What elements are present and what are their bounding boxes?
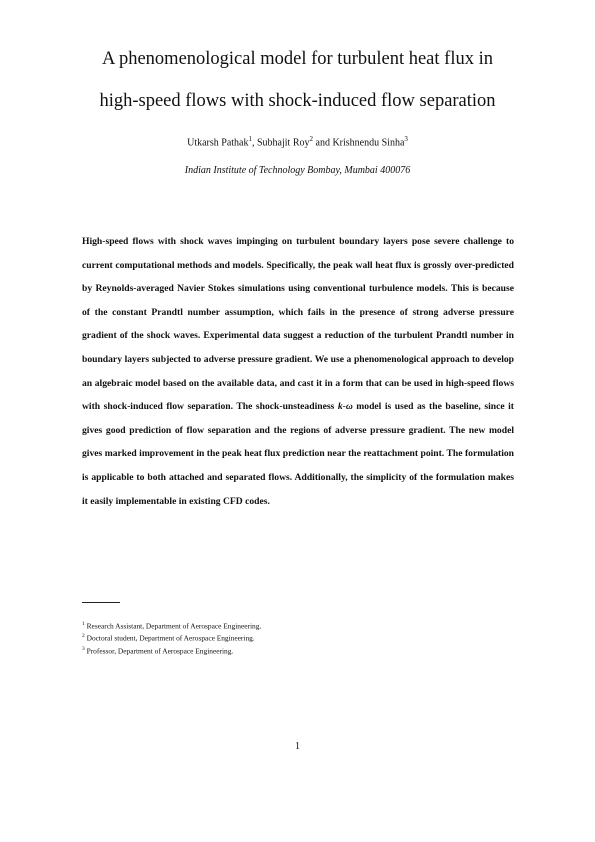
author-mark: 2	[309, 135, 313, 143]
author-mark: 3	[404, 135, 408, 143]
author-mark: 1	[248, 135, 252, 143]
footnote	[82, 644, 522, 656]
footnote-text: Research Assistant, Department of Aerospace Engineering.	[86, 621, 262, 631]
footnote-mark: 3	[82, 645, 85, 652]
author-separator: ,	[251, 137, 257, 149]
abstract-model-name: k-ω	[337, 401, 353, 413]
footnote-text: Professor, Department of Aerospace Engineering.	[86, 646, 234, 656]
footnote-mark: 1	[82, 621, 85, 627]
author-name: Utkarsh Pathak	[187, 137, 249, 149]
footnote	[82, 619, 522, 631]
abstract-text: High-speed flows with shock waves impinging on turbulent boundary layers pose severe challenge to current computational methods and models. Specifically, the peak wall heat flux is grossly over-predicted by Reynolds-averaged Navier Stokes simulations using conventional turbulence models. This is because of the constant Prandtl number assumption, which fails in the presence of strong adverse pressure gradient of the shock waves. Experimental data suggest a reduction of the turbulent Prandtl number in boundary layers subjected to adverse pressure gradient. We use a phenomenological approach to develop an algebraic model based on the available data, and cast it in a form that can be used in high-speed flows with shock-induced flow separation. The shock-unsteadiness	[82, 236, 514, 413]
author-name: Subhajit Roy	[256, 137, 310, 149]
title-line-1: A phenomenological model for turbulent heat flux in	[102, 49, 493, 69]
author-separator: and	[313, 137, 333, 149]
page-number: 1	[295, 741, 300, 752]
abstract	[82, 230, 514, 513]
footnote-mark: 2	[82, 633, 85, 640]
footnote-text: Doctoral student, Department of Aerospace Engineering.	[86, 633, 255, 643]
author-name: Krishnendu Sinha	[332, 137, 405, 149]
title-line-2: high-speed flows with shock-induced flow separation	[99, 91, 496, 111]
affiliation: Indian Institute of Technology Bombay, Mumbai 400076	[184, 165, 411, 176]
paper-title	[40, 38, 555, 122]
footnote-rule	[82, 602, 120, 603]
author-list	[60, 135, 535, 148]
footnote	[82, 631, 522, 643]
footnotes	[82, 619, 522, 656]
abstract-text: model is used as the baseline, since it gives good prediction of flow separation and the regions of adverse pressure gradient. The new model gives marked improvement in the peak heat flux prediction near the reattachment point. The formulation is applicable to both attached and separated flows. Additionally, the simplicity of the formulation makes it easily implementable in existing CFD codes.	[82, 401, 514, 507]
